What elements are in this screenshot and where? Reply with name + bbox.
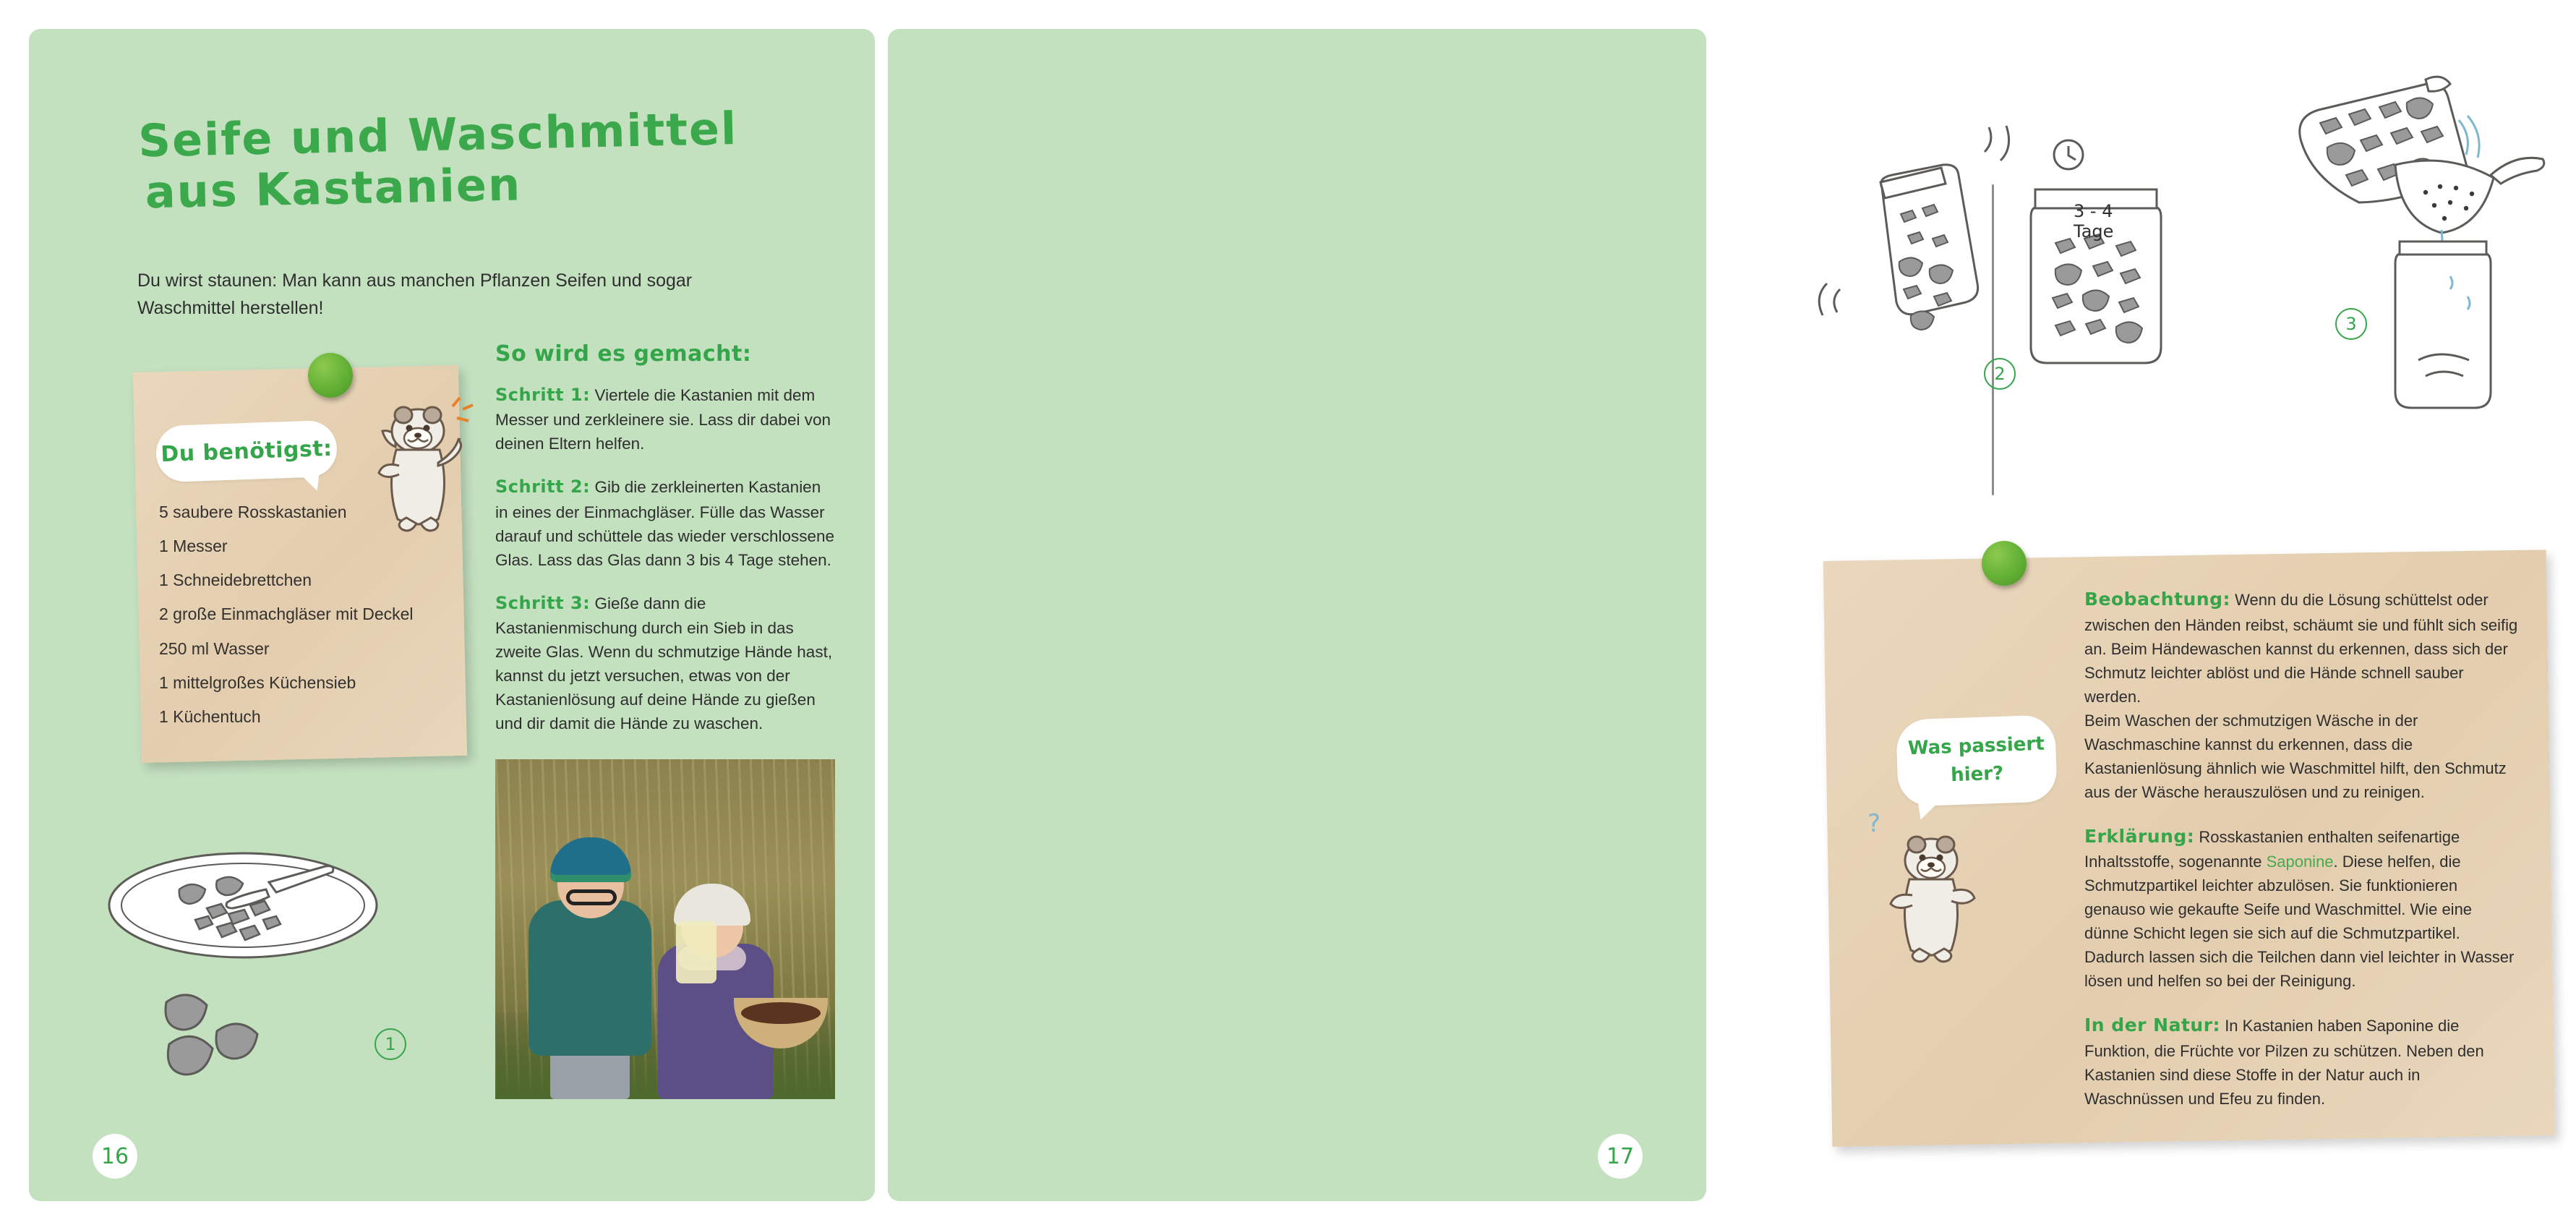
step-2-label: Schritt 2: [495,477,591,497]
otter-mascot [356,390,479,535]
explanation-text [2084,586,2518,1129]
intro-paragraph: Du wirst staunen: Man kann aus manchen Pflanzen Seifen und sogar Waschmittel herstellen! [137,270,693,318]
explanation-text-before: Rosskastanien enthalten seifenartige Inhaltsstoffe, sogenannte [2084,827,2460,871]
materials-bubble-label: Du benötigst: [160,435,333,467]
nature-text: In Kastanien haben Saponine die Funktion, die Früchte vor Pilzen zu schützen. Neben den Kastanien sind diese Stoffe in der Natur auch in Waschnüssen und Efeu zu finden. [2084,1017,2484,1108]
howto-section [495,341,835,754]
step-badge-2: 2 [1984,358,2016,390]
howto-heading: So wird es gemacht: [495,341,752,367]
clock-icon [2054,140,2083,169]
question-mark-icon: ? [1867,809,1881,838]
list-item: 1 Messer [159,537,228,556]
observation-text: Wenn du die Lösung schüttelst oder zwischen den Händen reibst, schäumt sie und fühlt sich seifig an. Beim Händewaschen kannst du erkennen, dass sich der Schmutz leichter ablöst und die Hände schnell sauber werden. Beim Waschen der schmutzigen Wäsche in der Waschmaschine kannst du erkennen, dass die Kastanienlösung ähnlich wie Waschmittel hilft, den Schmutz aus der Wäsche herauszulösen und zu reinigen. [2084,591,2518,801]
step-1-text: Viertele die Kastanien mit dem Messer und zerkleinere sie. Lass dir dabei von deinen Eltern helfen. [495,386,831,453]
question-bubble-line-1: Was passiert [1907,733,2045,760]
step-2-text: Gib die zerkleinerten Kastanien in eines der Einmachgläser. Fülle das Wasser darauf und schüttele das wieder verschlossene Glas. Lass das Glas dann 3 bis 4 Tage stehen. [495,478,835,569]
title-line-1: Seife und Waschmittel [137,102,738,168]
materials-speech-bubble [155,420,338,483]
process-illustration [1795,72,2576,521]
step-2 [495,474,835,571]
right-page [888,29,2518,1201]
step-3-text: Gieße dann die Kastanienmischung durch ein Sieb in das zweite Glas. Wenn du schmutzige Hände hast, kannst du jetzt versuchen, etwas von der Kastanienlösung auf deine Hände zu gießen und dir damit die Hände zu waschen. [495,594,833,733]
green-pin-icon-right [1982,541,2027,586]
photo-jar [676,921,716,983]
explanation-label: Erklärung: [2084,825,2195,847]
photo-child-right [643,882,792,1099]
title-line-2: aus Kastanien [145,158,522,219]
photo-children-with-jar [495,759,835,1099]
illustration-divider [1992,184,1994,495]
step-1 [495,383,835,456]
cutting-board-illustration [98,839,402,969]
page-number-left: 16 [93,1134,137,1179]
step-badge-3: 3 [2335,308,2367,340]
step-badge-1: 1 [375,1028,406,1060]
otter-mascot-question [1867,810,1990,969]
step-3-label: Schritt 3: [495,592,591,613]
page-title [138,102,791,218]
nature-label: In der Natur: [2084,1015,2221,1035]
list-item: 250 ml Wasser [159,639,270,658]
step-3 [495,591,835,736]
observation-label: Beobachtung: [2084,589,2231,610]
list-item: 1 Schneidebrettchen [159,571,312,590]
photo-child-left [515,832,664,1099]
question-speech-bubble [1896,714,2058,807]
page-number-right: 17 [1598,1134,1643,1179]
step-1-label: Schritt 1: [495,385,591,405]
green-pin-icon [308,353,353,398]
chestnuts-illustration [145,969,311,1092]
explanation-block [2084,823,2518,994]
saponine-highlight: Saponine [2266,853,2334,871]
list-item: 2 große Einmachgläser mit Deckel [159,605,414,624]
nature-block [2084,1012,2518,1111]
list-item: 1 Küchentuch [159,706,261,726]
list-item: 5 saubere Rosskastanien [159,503,347,521]
observation-block [2084,586,2518,804]
left-page [29,29,875,1201]
question-bubble-line-2: hier? [1950,762,2004,787]
time-label: 3 - 4 Tage [2074,201,2114,242]
list-item: 1 mittelgroßes Küchensieb [159,672,356,692]
explanation-text-after: . Diese helfen, die Schmutzpartikel leichter abzulösen. Sie funktionieren genauso wie gekaufte Seife und Waschmittel. Wie eine dünne Schicht legen sie sich auf die Schmutzpartikel. Dadurch lassen sich die Teilchen dann viel leichter in Wasser lösen und helfen so bei der Reinigung. [2084,853,2515,990]
